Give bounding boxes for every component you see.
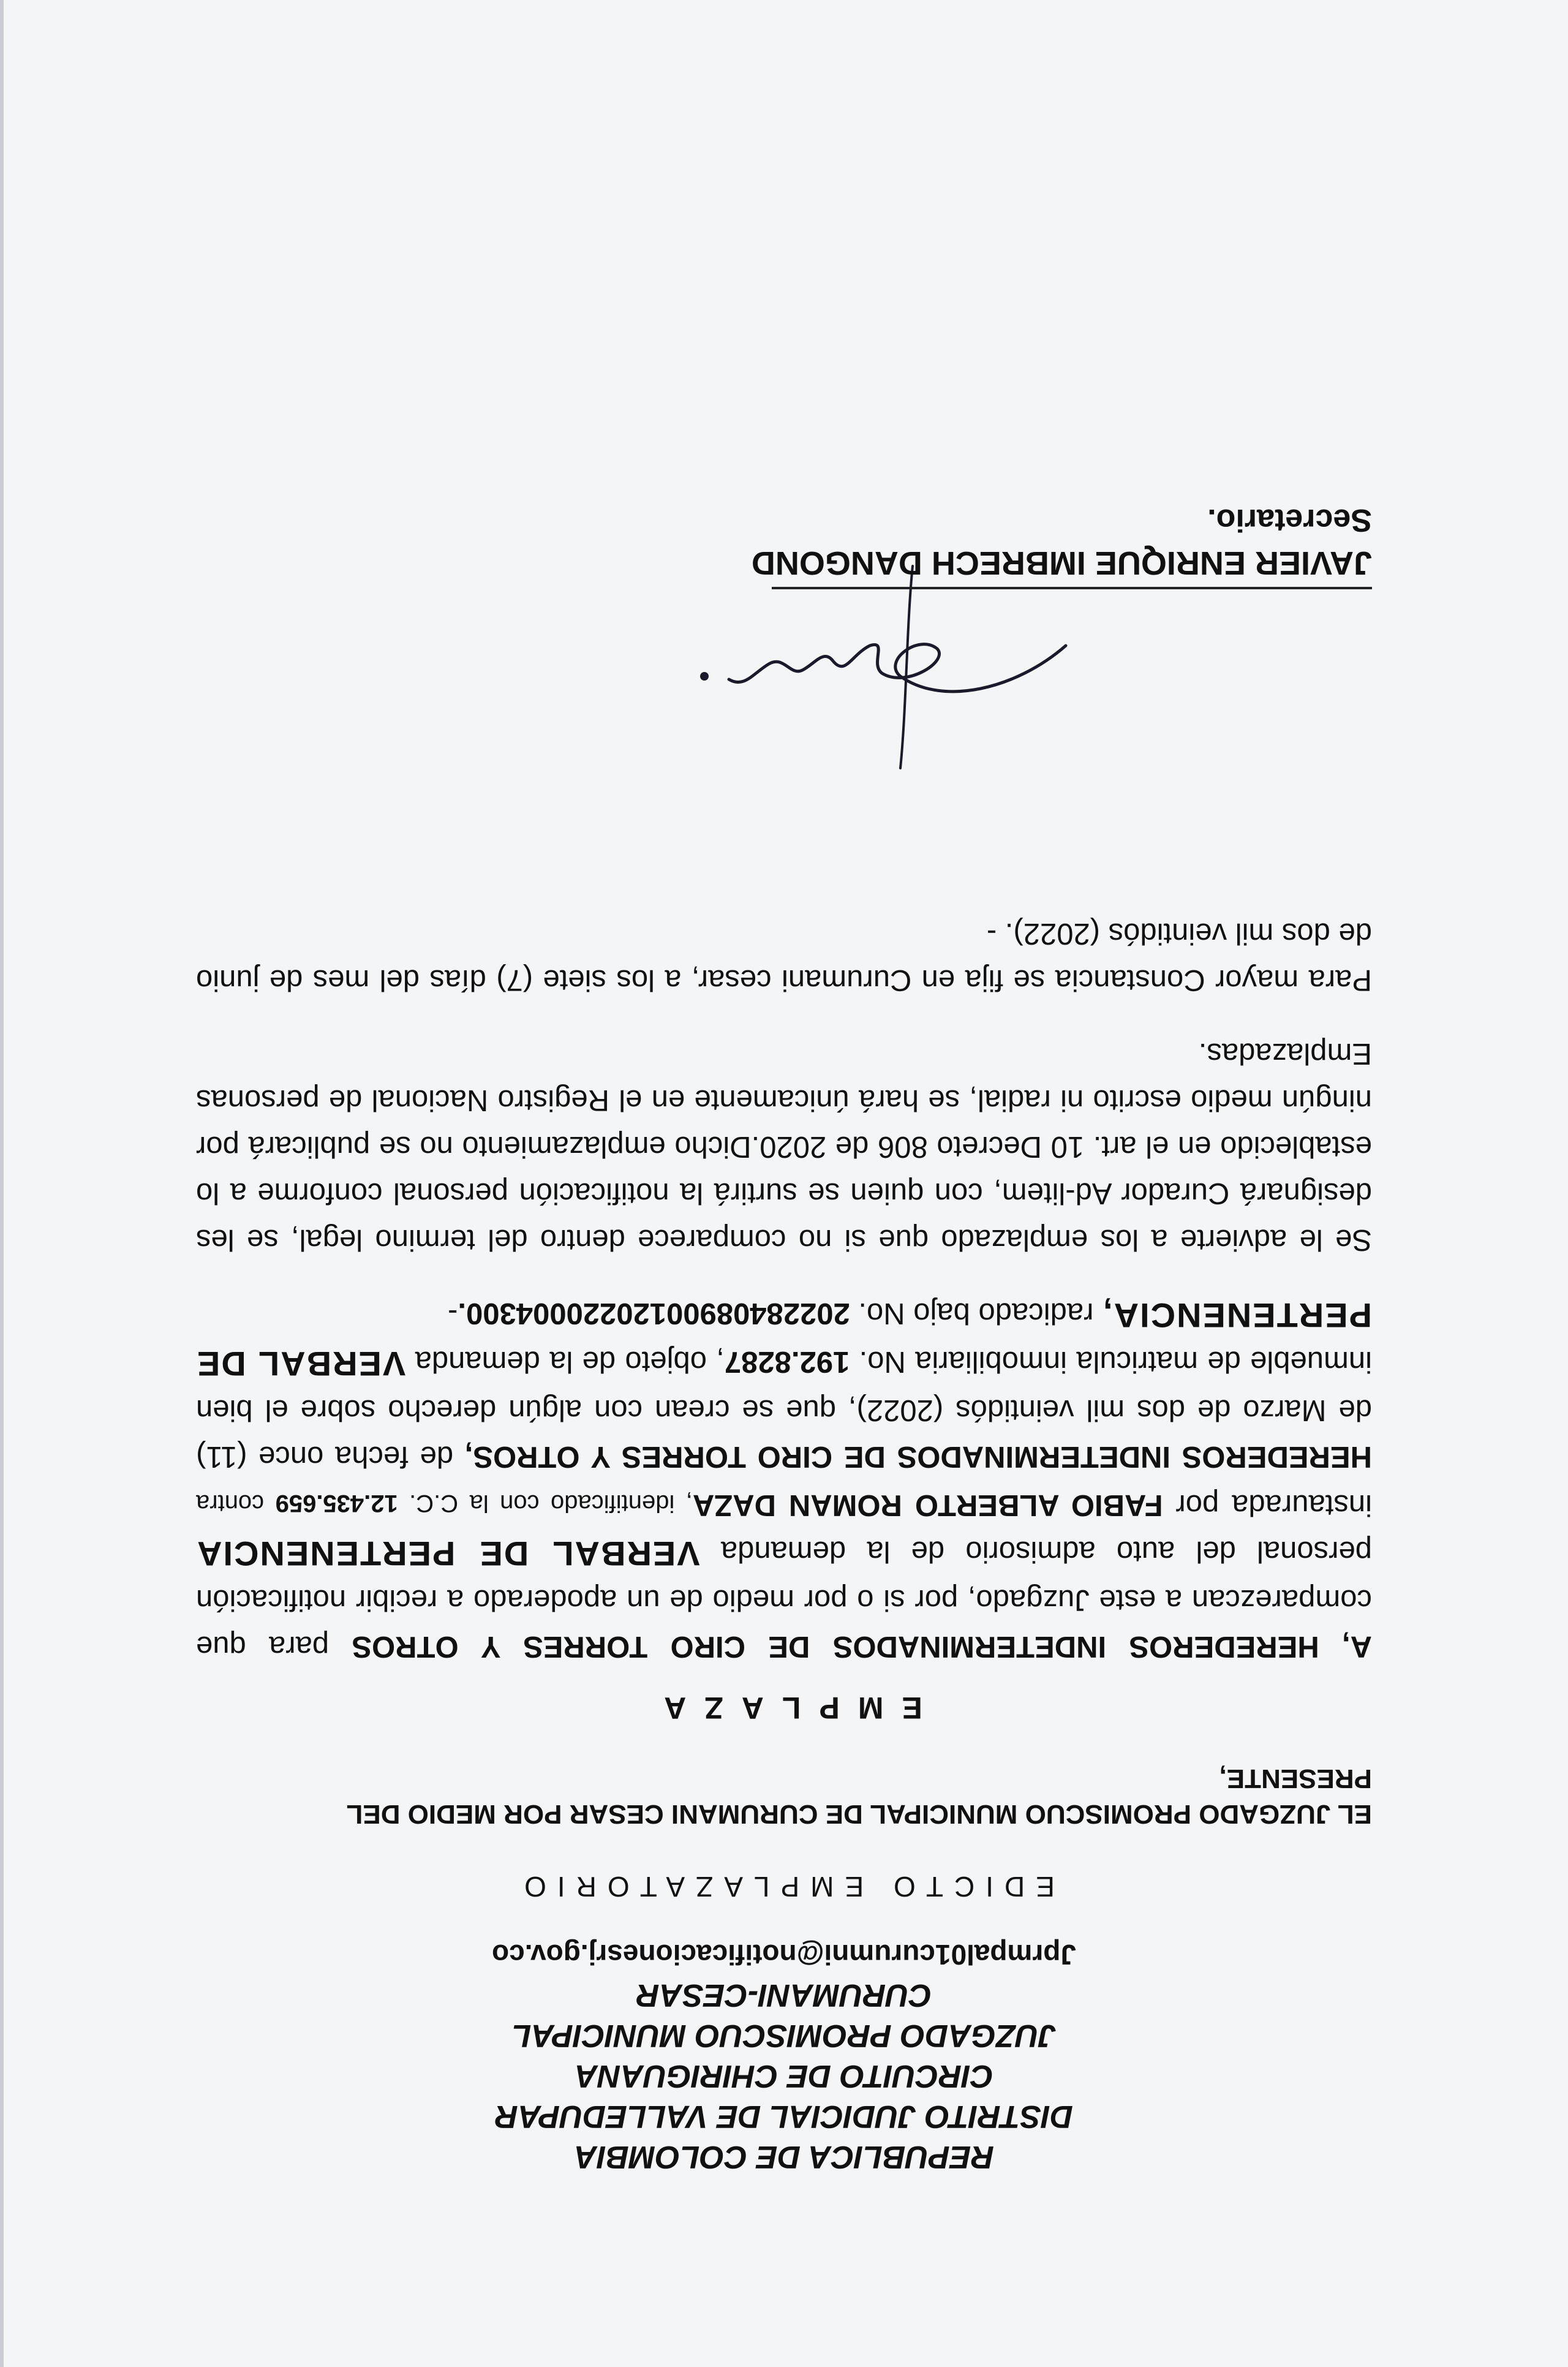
process-type: VERBAL DE PERTENENCIA [196, 1535, 700, 1573]
text-segment: contra [196, 1490, 276, 1517]
header-country: REPUBLICA DE COLOMBIA [574, 2139, 994, 2175]
signer-name: JAVIER ENRIQUE IMBRECH DANGOND [751, 545, 1372, 581]
emplaza-heading: EMPLAZA [646, 1691, 922, 1725]
text-segment: radicado bajo No. [850, 1297, 1102, 1330]
court-statement: EL JUZGADO PROMISCUO MUNICIPAL DE CURUMANI CESAR POR MEDIO DEL PRESENTE, [347, 1764, 1372, 1829]
plaintiff-name: FABIO ALBERTO ROMAN DAZA [692, 1489, 1163, 1522]
paragraph-summons [196, 1290, 1372, 1670]
header-city: CURUMANI-CESAR [636, 1977, 932, 2013]
document-title: EDICTO EMPLAZATORIO [513, 1871, 1055, 1903]
plaintiff-id: 12.435.659 [275, 1490, 398, 1517]
signer-role: Secretario. [1207, 502, 1372, 538]
case-number: 20228408900120220004300. [458, 1297, 850, 1330]
paragraph-warning: Se le advierte a los emplazado que si no comparece dentro del termino legal, se les designará Curador Ad-litem, con quien se surtirá la notificación personal conforme a lo establecido en el art. 10 Decreto 806 de 2020.Dicho emplazamiento no se publicará por ningún medio escrito ni radial, se hará únicamente en el Registro Nacional de personas Emplazadas. [196, 1037, 1372, 1256]
paragraph-constancy: Para mayor Constancia se fija en Curumani cesar, a los siete (7) días del mes de junio de dos mil veintidós (2022). - [196, 917, 1372, 997]
header-email: Jprmpal01curumni@notificacionesrj.gov.co [492, 1939, 1077, 1971]
header-circuit: CIRCUITO DE CHIRIGUANA [575, 2058, 993, 2094]
text-segment: instaurada por [1163, 1489, 1372, 1522]
text-segment: - [448, 1297, 458, 1330]
text-segment: , objeto de la demanda [405, 1345, 725, 1378]
process-type-repeat: VERBAL DE PERTENENCIA, [195, 1296, 1372, 1383]
property-registration: 192.8287 [724, 1345, 850, 1378]
defendants: HEREDEROS INDETERMINADOS DE CIRO TORRES Y OTROS, [464, 1440, 1372, 1473]
handwritten-signature [674, 560, 1102, 780]
summoned-parties: A, HEREDEROS INDETERMINADOS DE CIRO TORRES Y OTROS [352, 1630, 1372, 1663]
text-segment: , identificado con la C.C. [398, 1490, 693, 1517]
signature-line [772, 587, 1372, 589]
document-content [196, 883, 1372, 2177]
letterhead [196, 1935, 1372, 2177]
header-court: JUZGADO PROMISCUO MUNICIPAL [511, 2018, 1057, 2053]
text-segment: de fecha once (11) de Marzo de dos mil veintidós (2022), que se crean con algún derecho sobre el bien inmueble de matricula inmobiliaria No. [196, 1345, 1372, 1473]
text-segment: para que comparezcan a este Juzgado, por si o por medio de un apoderado a recibir notificación personal del auto admisorio de la demanda [196, 1535, 1372, 1663]
signature-block [196, 499, 1372, 584]
header-district: DISTRITO JUDICIAL DE VALLEDUPAR [495, 2099, 1073, 2134]
